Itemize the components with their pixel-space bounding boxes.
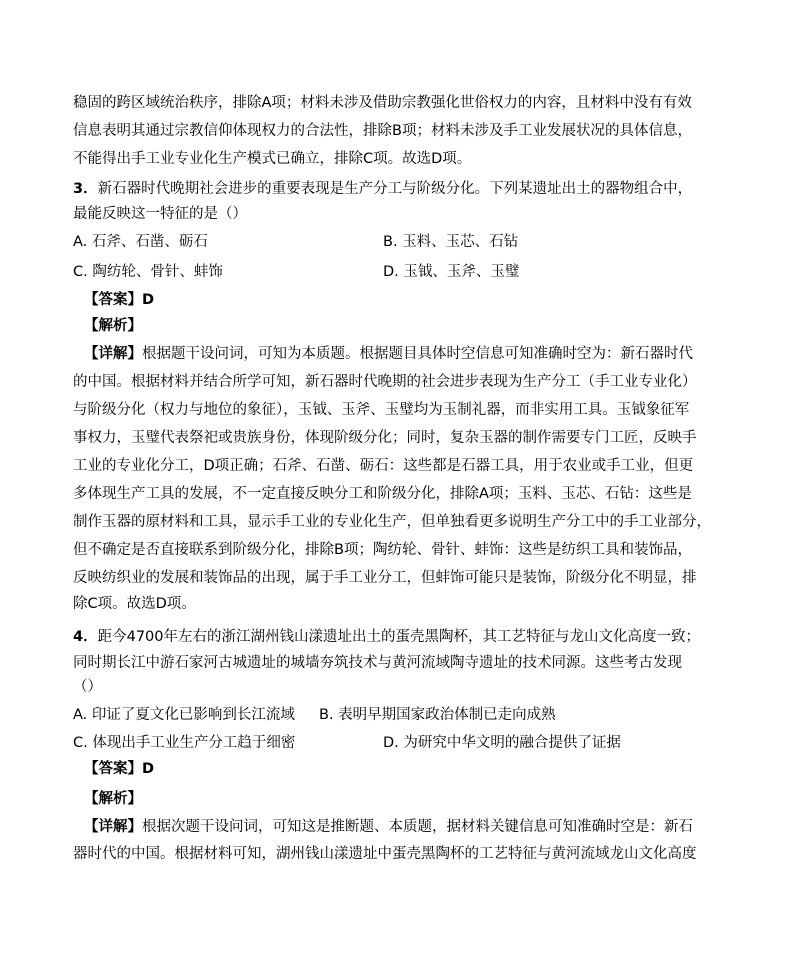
answer-label: 【答案】 <box>84 761 142 777</box>
q3-stem-line <box>73 178 723 200</box>
detail-label: 【详解】 <box>84 346 142 362</box>
analysis-label: 【解析】 <box>84 791 142 807</box>
q4-option-b: B. 表明早期国家政治体制已走向成熟 <box>319 707 556 723</box>
intro-line: 稳固的跨区域统治秩序，排除A项；材料未涉及借助宗教强化世俗权力的内容，且材料中没有有效 <box>73 95 692 111</box>
q4-answer-line <box>84 758 734 780</box>
answer-value: D <box>142 761 155 777</box>
q4-option-d: D. 为研究中华文明的融合提供了证据 <box>383 735 621 751</box>
q4-stem-text: 距今4700年左右的浙江湖州钱山漾遗址出土的蛋壳黑陶杯，其工艺特征与龙山文化高度一致； <box>97 629 700 645</box>
detail-label: 【详解】 <box>84 819 142 835</box>
q3-detail-line: 但不确定是否直接联系到阶级分化，排除B项；陶纺轮、骨针、蚌饰：这些是纺织工具和装饰品， <box>73 542 692 558</box>
q3-stem-text: 新石器时代晚期社会进步的重要表现是生产分工与阶级分化。下列某遗址出土的器物组合中， <box>97 181 693 197</box>
detail-text: 根据题干设问词，可知为本质题。根据题目具体时空信息可知准确时空为：新石器时代 <box>142 346 693 362</box>
q3-option-d: D. 玉钺、玉斧、玉璧 <box>383 264 520 280</box>
q3-detail-line: 制作玉器的原材料和工具，显示手工业的专业化生产，但单独看更多说明生产分工中的手工业部分， <box>73 514 711 530</box>
analysis-label: 【解析】 <box>84 318 142 334</box>
detail-text: 根据次题干设问词，可知这是推断题、本质题，据材料关键信息可知准确时空是：新石 <box>142 819 693 835</box>
q3-detail-line: 的中国。根据材料并结合所学可知，新石器时代晚期的社会进步表现为生产分工（手工业专业化） <box>73 374 697 390</box>
q3-detail-line: 工业的专业化分工，D项正确；石斧、石凿、砺石：这些都是石器工具，用于农业或手工业，但更 <box>73 458 694 474</box>
answer-value: D <box>142 292 155 308</box>
q3-option-b: B. 玉料、玉芯、石钻 <box>383 234 519 250</box>
q4-detail-line <box>73 816 723 838</box>
answer-label: 【答案】 <box>84 292 142 308</box>
q3-detail-line: 与阶级分化（权力与地位的象征），玉钺、玉斧、玉璧均为玉制礼器，而非实用工具。玉钺象征军 <box>73 402 690 418</box>
q3-number: 3． <box>73 181 98 197</box>
q3-detail-line: 反映纺织业的发展和装饰品的出现，属于手工业分工，但蚌饰可能只是装饰，阶级分化不明显，排 <box>73 570 697 586</box>
q4-option-a: A. 印证了夏文化已影响到长江流域 <box>73 707 295 723</box>
q4-option-c: C. 体现出手工业生产分工趋于细密 <box>73 735 296 751</box>
q3-option-a: A. 石斧、石凿、砺石 <box>73 234 208 250</box>
intro-line: 信息表明其通过宗教信仰体现权力的合法性，排除B项；材料未涉及手工业发展状况的具体信息， <box>73 123 692 139</box>
q3-answer-line <box>84 289 734 311</box>
q3-detail-line: 除C项。故选D项。 <box>73 596 196 612</box>
q4-stem-line <box>73 626 723 648</box>
q3-option-c: C. 陶纺轮、骨针、蚌饰 <box>73 264 223 280</box>
q4-stem-line: 同时期长江中游石家河古城遗址的城墙夯筑技术与黄河流域陶寺遗址的技术同源。这些考古发现 <box>73 655 682 671</box>
q3-detail-line: 事权力，玉璧代表祭祀或贵族身份，体现阶级分化；同时，复杂玉器的制作需要专门工匠，反映手 <box>73 430 697 446</box>
q4-detail-line: 器时代的中国。根据材料可知，湖州钱山漾遗址中蛋壳黑陶杯的工艺特征与黄河流域龙山文化高度 <box>73 846 697 862</box>
q4-stem-line: （） <box>73 679 102 695</box>
q3-detail-line <box>73 343 723 365</box>
intro-line: 不能得出手工业专业化生产模式已确立，排除C项。故选D项。 <box>73 151 472 167</box>
q4-number: 4． <box>73 629 98 645</box>
q3-detail-line: 多体现生产工具的发展，不一定直接反映分工和阶级分化，排除A项；玉料、玉芯、石钻：这些是 <box>73 486 692 502</box>
q3-stem-line: 最能反映这一特征的是（） <box>73 206 247 222</box>
